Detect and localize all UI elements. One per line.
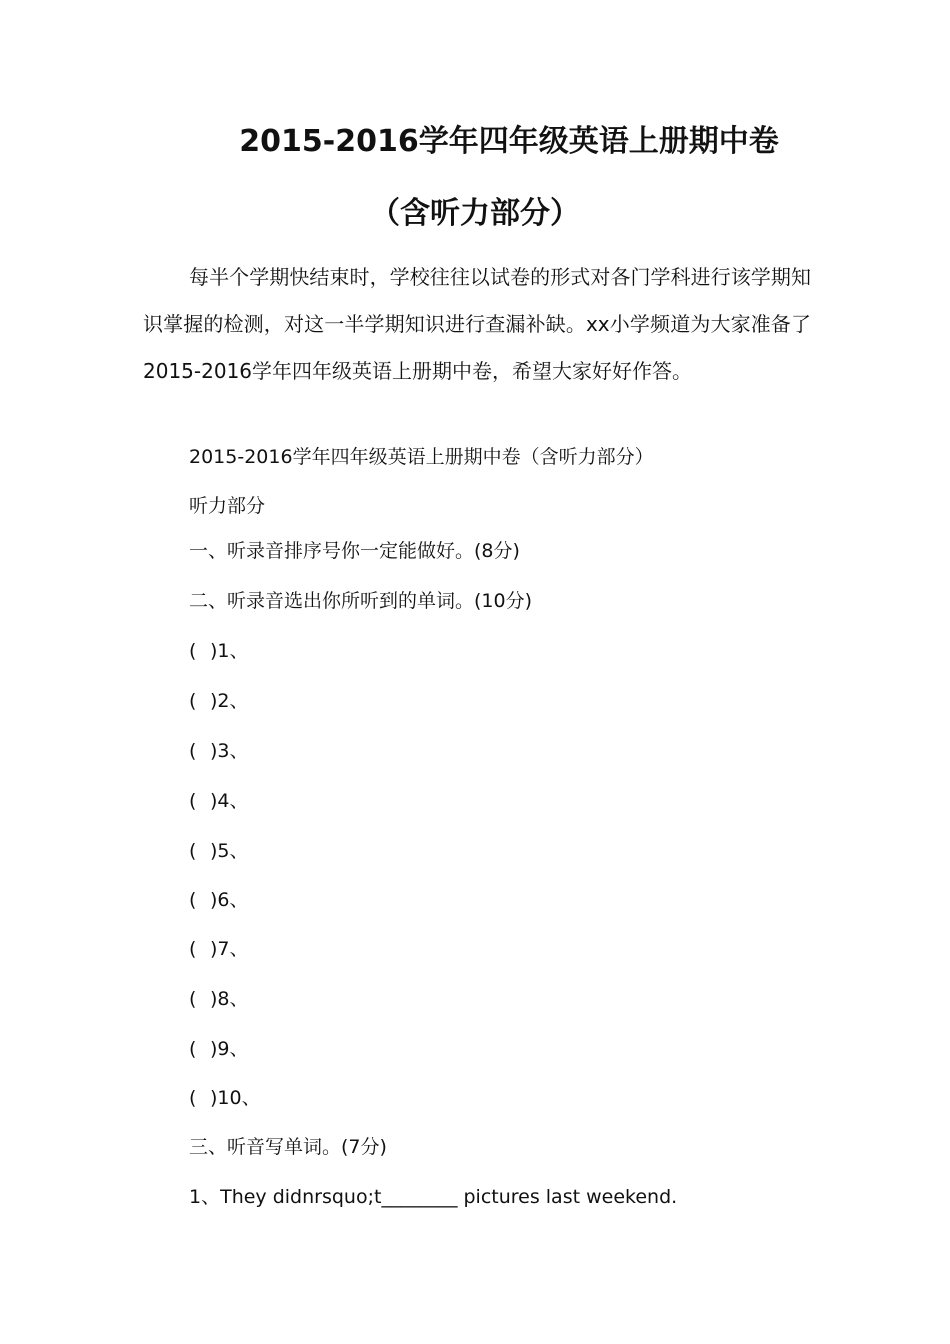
answer-item-label: )1、 [210,640,249,662]
answer-item [189,1034,249,1064]
answer-blank-open: ( [189,640,197,662]
answer-blank-open: ( [189,1038,197,1060]
answer-item-label: )5、 [210,840,249,862]
repeat-title: 2015-2016学年四年级英语上册期中卷（含听力部分） [189,446,654,468]
question-2: 二、听录音选出你所听到的单词。(10分) [189,590,533,612]
answer-item [189,984,249,1014]
answer-blank-open: ( [189,988,197,1010]
answer-blank-open: ( [189,1087,197,1109]
answer-item-label: )4、 [210,790,249,812]
answer-item [189,786,249,816]
answer-item [189,1083,261,1113]
answer-item [189,885,249,915]
answer-blank-open: ( [189,938,197,960]
answer-item-label: )8、 [210,988,249,1010]
document-title: 2015-2016学年四年级英语上册期中卷 [239,124,779,159]
answer-item-label: )6、 [210,889,249,911]
answer-blank-open: ( [189,690,197,712]
document-subtitle: （含听力部分） [370,196,580,231]
answer-item [189,934,249,964]
answer-item-label: )9、 [210,1038,249,1060]
intro-paragraph: 每半个学期快结束时，学校往往以试卷的形式对各门学科进行该学期知识掌握的检测，对这一半学期知识进行查漏补缺。xx小学频道为大家准备了2015-2016学年四年级英语上册期中卷，希望大家好好作答。 [143,265,811,383]
answer-item-label: )7、 [210,938,249,960]
answer-item-label: )10、 [210,1087,261,1109]
answer-blank-open: ( [189,840,197,862]
answer-blank-open: ( [189,790,197,812]
question-3: 三、听音写单词。(7分) [189,1136,387,1158]
answer-item [189,736,249,766]
answer-item [189,636,249,666]
answer-item [189,686,249,716]
answer-blank-open: ( [189,889,197,911]
question-3-item-1: 1、They didnrsquo;t________ pictures last weekend. [189,1186,678,1208]
answer-item-label: )3、 [210,740,249,762]
answer-blank-open: ( [189,740,197,762]
section-heading-listening: 听力部分 [189,495,266,517]
answer-item [189,836,249,866]
question-1: 一、听录音排序号你一定能做好。(8分) [189,540,520,562]
answer-item-label: )2、 [210,690,249,712]
